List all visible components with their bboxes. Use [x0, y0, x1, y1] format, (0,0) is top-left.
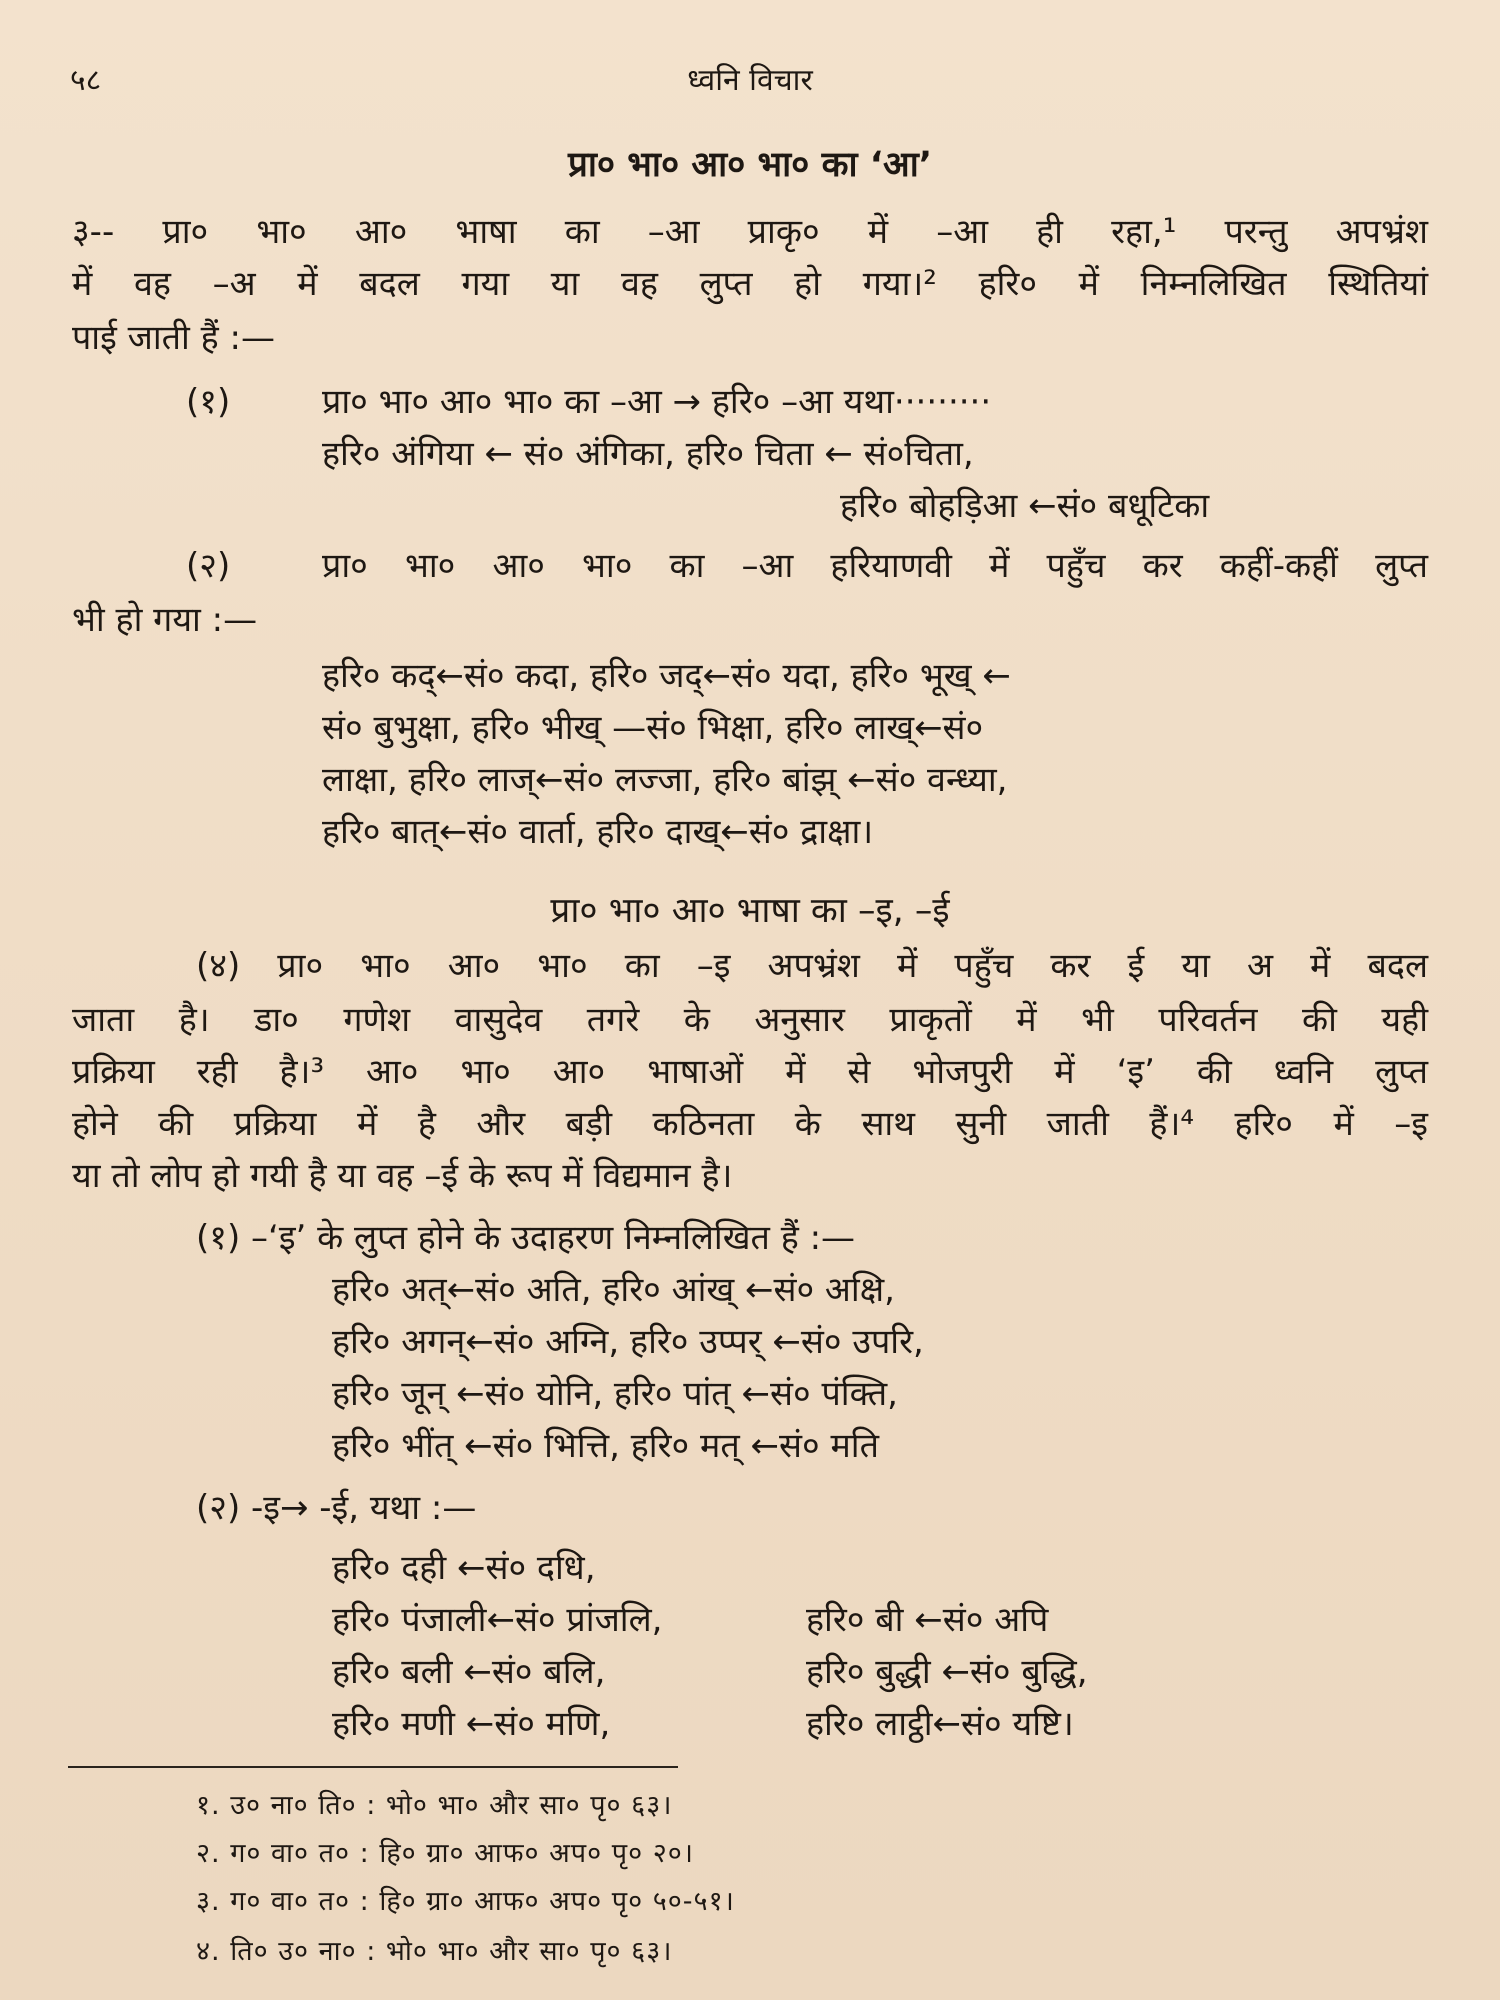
example-right: हरि० बी ←सं० अपि: [806, 1600, 1049, 1640]
item-aa-1-rule: प्रा० भा० आ० भा० का –आ → हरि० –आ यथा·········: [322, 382, 992, 422]
item-aa-2-number: (२): [186, 546, 231, 586]
item-i-2-intro: (२) -इ→ -ई, यथा :—: [196, 1488, 477, 1528]
section-heading-i: प्रा० भा० आ० भाषा का –इ, –ई: [550, 891, 950, 931]
para-aa-line-2: में वह –अ में बदल गया या वह लुप्त हो गया।² हरि० में निम्नलिखित स्थितियां: [72, 264, 1428, 304]
item-i-1-intro: (१) –‘इ’ के लुप्त होने के उदाहरण निम्नलिखित हैं :—: [196, 1218, 856, 1258]
item-aa-1-number: (१): [186, 382, 231, 422]
page-number: ५८: [70, 63, 102, 98]
example-left: हरि० पंजाली←सं० प्रांजलि,: [332, 1600, 663, 1640]
example-line: हरि० दही ←सं० दधि,: [332, 1548, 596, 1588]
example-line: सं० बुभुक्षा, हरि० भीख् —सं० भिक्षा, हरि० लाख्←सं०: [322, 708, 984, 748]
example-right: हरि० लाट्ठी←सं० यष्टि।: [806, 1704, 1074, 1744]
example-line: लाक्षा, हरि० लाज्←सं० लज्जा, हरि० बांझ् ←सं० वन्ध्या,: [322, 760, 1008, 800]
section-heading-aa: प्रा० भा० आ० भा० का ‘आ’: [567, 145, 933, 185]
example-right: हरि० बुद्धी ←सं० बुद्धि,: [806, 1652, 1088, 1692]
running-title: ध्वनि विचार: [687, 63, 813, 98]
example-line: हरि० कद्←सं० कदा, हरि० जद्←सं० यदा, हरि० भूख् ←: [322, 656, 1011, 696]
example-line: हरि० भींत् ←सं० भित्ति, हरि० मत् ←सं० मति: [332, 1426, 879, 1466]
footnote-1: १. उ० ना० ति० : भो० भा० और सा० पृ० ६३।: [196, 1790, 673, 1821]
item-aa-2-line-1: प्रा० भा० आ० भा० का –आ हरियाणवी में पहुँच कर कहीं-कहीं लुप्त: [322, 546, 1428, 586]
footnote-2: २. ग० वा० त० : हि० ग्रा० आफ० अप० पृ० २०।: [196, 1838, 695, 1869]
example-left: हरि० मणी ←सं० मणि,: [332, 1704, 611, 1744]
para-aa-line-3: पाई जाती हैं :—: [72, 318, 275, 358]
para-i-line-3: प्रक्रिया रही है।³ आ० भा० आ० भाषाओं में से भोजपुरी में ‘इ’ की ध्वनि लुप्त: [72, 1052, 1428, 1092]
example-line: हरि० बात्←सं० वार्ता, हरि० दाख्←सं० द्राक्षा।: [322, 812, 874, 852]
footnote-3: ३. ग० वा० त० : हि० ग्रा० आफ० अप० पृ० ५०-५१।: [196, 1886, 735, 1917]
item-aa-1-example-2: हरि० बोहड़िआ ←सं० बधूटिका: [840, 486, 1210, 526]
item-aa-2-line-2: भी हो गया :—: [72, 600, 258, 640]
footnote-divider: [68, 1766, 678, 1768]
para-i-line-5: या तो लोप हो गयी है या वह –ई के रूप में विद्यमान है।: [72, 1156, 733, 1196]
example-left: हरि० बली ←सं० बलि,: [332, 1652, 606, 1692]
para-i-line-4: होने की प्रक्रिया में है और बड़ी कठिनता के साथ सुनी जाती हैं।⁴ हरि० में –इ: [72, 1104, 1429, 1144]
example-line: हरि० अत्←सं० अति, हरि० आंख् ←सं० अक्षि,: [332, 1270, 895, 1310]
para-i-line-1: (४) प्रा० भा० आ० भा० का –इ अपभ्रंश में पहुँच कर ई या अ में बदल: [196, 946, 1428, 986]
para-i-line-2: जाता है। डा० गणेश वासुदेव तगरे के अनुसार प्राकृतों में भी परिवर्तन की यही: [72, 1000, 1428, 1040]
item-aa-1-example-1: हरि० अंगिया ← सं० अंगिका, हरि० चिता ← सं०चिता,: [322, 434, 974, 474]
example-line: हरि० अगन्←सं० अग्नि, हरि० उप्पर् ←सं० उपरि,: [332, 1322, 924, 1362]
para-aa-line-1: ३-- प्रा० भा० आ० भाषा का –आ प्राकृ० में –आ ही रहा,¹ परन्तु अपभ्रंश: [72, 212, 1428, 252]
footnote-4: ४. ति० उ० ना० : भो० भा० और सा० पृ० ६३।: [196, 1936, 673, 1967]
example-line: हरि० जून् ←सं० योनि, हरि० पांत् ←सं० पंक्ति,: [332, 1374, 898, 1414]
